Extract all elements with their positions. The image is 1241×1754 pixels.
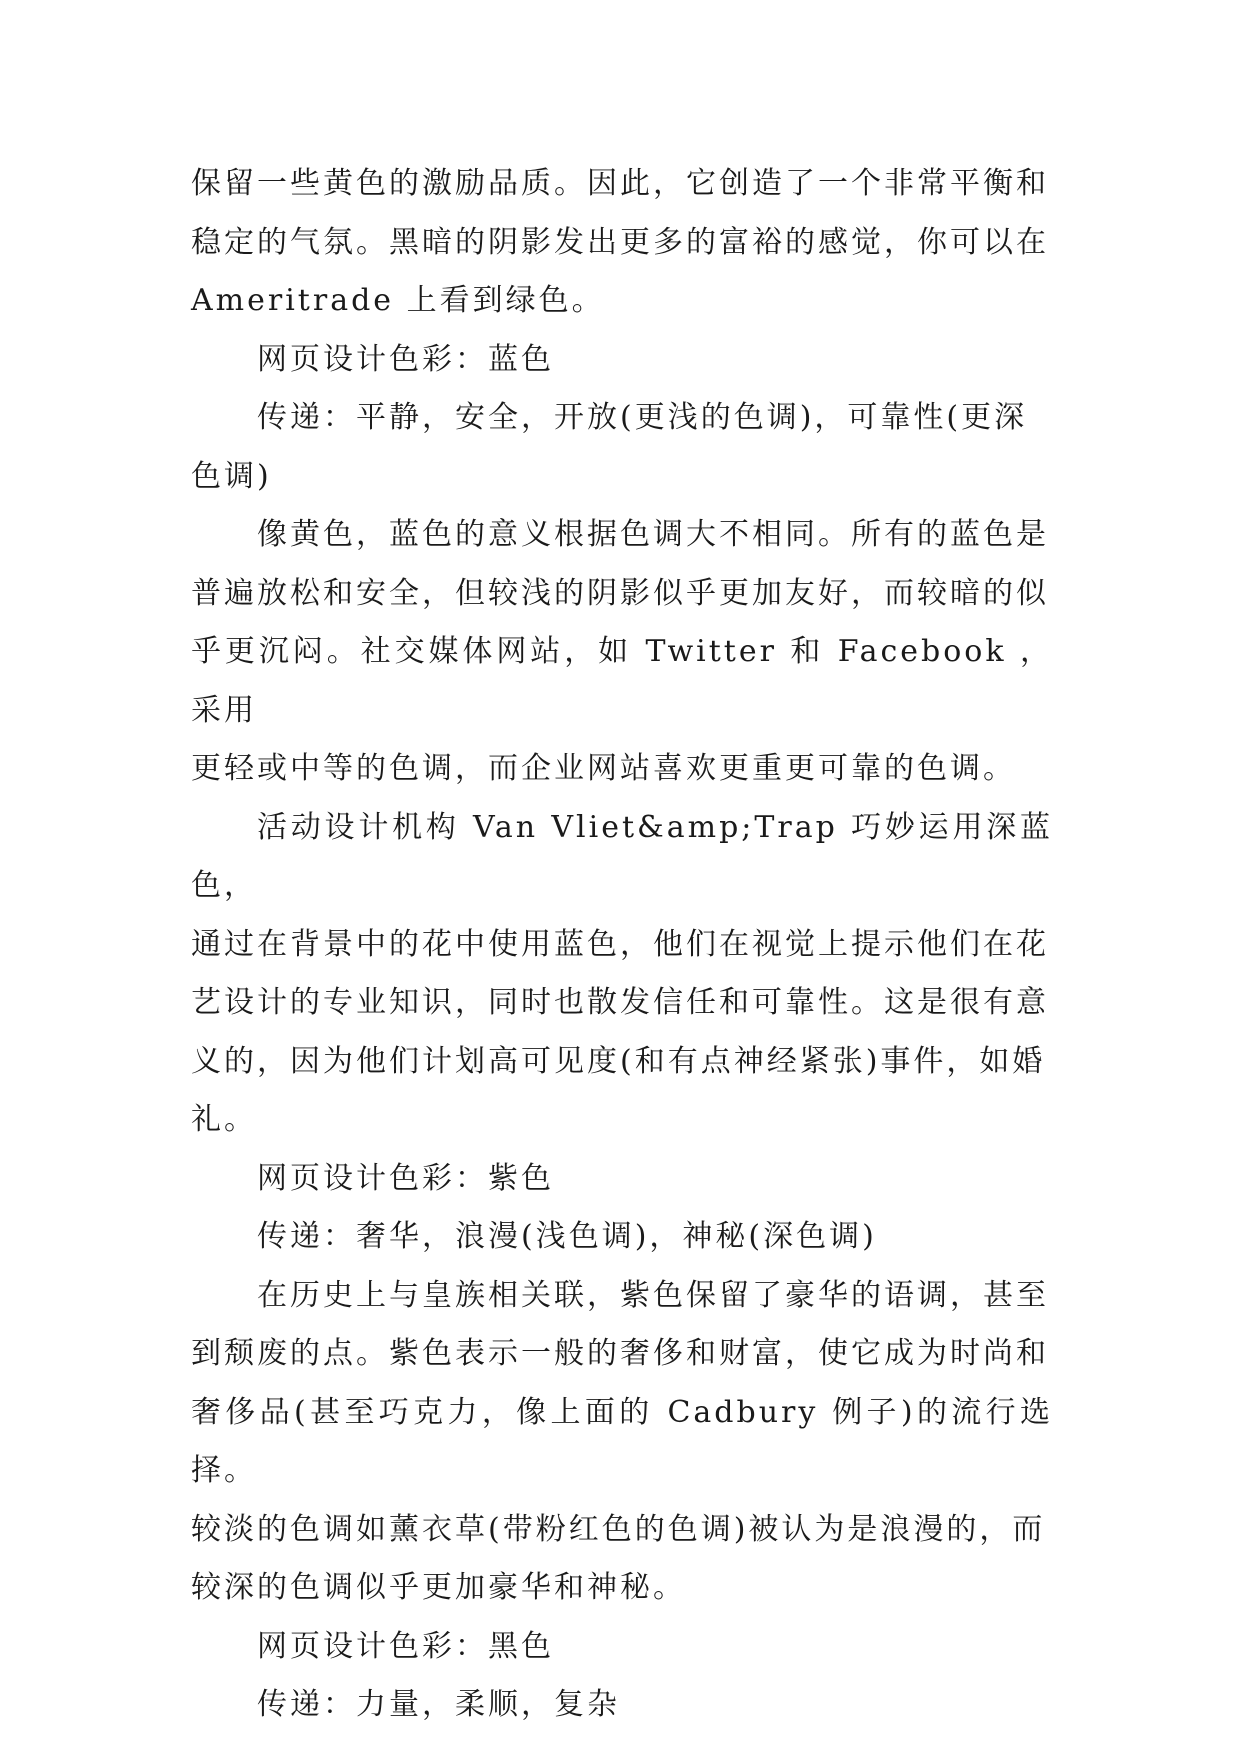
paragraph-van-vliet-example (191, 799, 1053, 1150)
text-line: 较淡的色调如薰衣草(带粉红色的色调)被认为是浪漫的，而 (191, 1511, 1046, 1547)
text-line: 更轻或中等的色调，而企业网站喜欢更重更可靠的色调。 (191, 751, 1016, 786)
text-line: 普遍放松和安全，但较浅的阴影似乎更加友好，而较暗的似 (191, 575, 1049, 611)
text-line: 像黄色，蓝色的意义根据色调大不相同。所有的蓝色是 (257, 517, 1049, 552)
heading-blue (191, 331, 1053, 390)
text-line: 较深的色调似乎更加豪华和神秘。 (191, 1570, 686, 1605)
text-line: 传递：奢华，浪漫(浅色调)，神秘(深色调) (257, 1219, 877, 1254)
text-line: 稳定的气氛。黑暗的阴影发出更多的富裕的感觉，你可以在 (191, 224, 1049, 260)
text-line: 艺设计的专业知识，同时也散发信任和可靠性。这是很有意 (191, 985, 1049, 1020)
text-line: 活动设计机构 Van Vliet&amp;Trap 巧妙运用深蓝色， (191, 809, 1053, 903)
paragraph-blue-description (191, 506, 1053, 799)
text-line: 到颓废的点。紫色表示一般的奢侈和财富，使它成为时尚和 (191, 1336, 1049, 1371)
text-line: 色调) (191, 458, 272, 494)
text-line: 通过在背景中的花中使用蓝色，他们在视觉上提示他们在花 (191, 926, 1049, 962)
text-line: 义的，因为他们计划高可见度(和有点神经紧张)事件，如婚 (191, 1043, 1046, 1079)
paragraph-purple-conveys (191, 1208, 1053, 1267)
text-line: Ameritrade 上看到绿色。 (191, 283, 605, 318)
heading-black (191, 1618, 1053, 1677)
text-line: 网页设计色彩：黑色 (257, 1628, 554, 1664)
text-line: 奢侈品(甚至巧克力，像上面的 Cadbury 例子)的流行选择。 (191, 1394, 1053, 1488)
text-line: 传递：平静，安全，开放(更浅的色调)，可靠性(更深 (257, 400, 1028, 435)
paragraph-black-conveys (191, 1676, 1053, 1735)
text-line: 在历史上与皇族相关联，紫色保留了豪华的语调，甚至 (257, 1277, 1049, 1313)
text-line: 传递：力量，柔顺，复杂 (257, 1687, 620, 1722)
heading-purple (191, 1150, 1053, 1209)
text-line: 网页设计色彩：蓝色 (257, 341, 554, 377)
document-body (191, 155, 1053, 1735)
text-line: 保留一些黄色的激励品质。因此，它创造了一个非常平衡和 (191, 166, 1049, 201)
text-line: 网页设计色彩：紫色 (257, 1160, 554, 1196)
paragraph-blue-conveys (191, 389, 1053, 506)
text-line: 礼。 (191, 1102, 257, 1137)
text-line: 乎更沉闷。社交媒体网站，如 Twitter 和 Facebook ，采用 (191, 634, 1053, 728)
paragraph-purple-description (191, 1267, 1053, 1618)
paragraph-green-description (191, 155, 1053, 331)
